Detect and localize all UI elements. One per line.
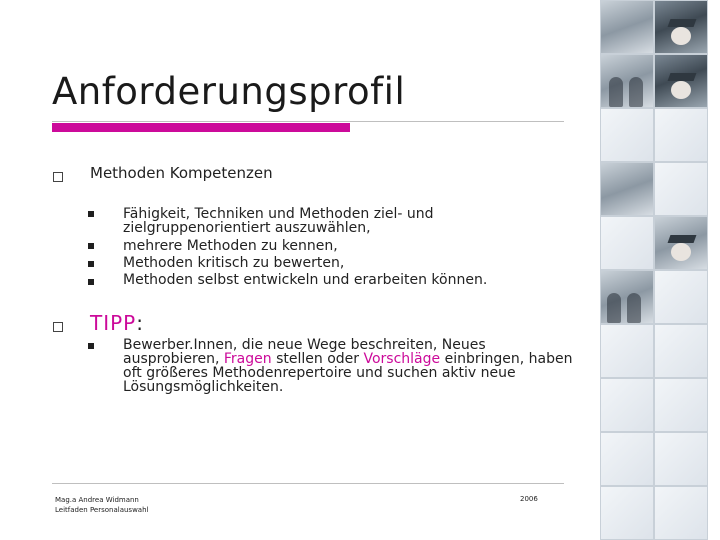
square-bullet-icon xyxy=(88,261,94,267)
highlight-fragen: Fragen xyxy=(223,351,272,367)
photo-tile xyxy=(600,108,654,162)
list-item: Fähigkeit, Techniken und Methoden ziel- und zielgruppenorientiert auszuwählen, xyxy=(123,206,434,236)
photo-tile xyxy=(654,432,708,486)
tipp-label: TIPP xyxy=(90,311,137,335)
footer-author-block xyxy=(55,495,148,515)
square-bullet-icon xyxy=(88,211,94,217)
title-divider xyxy=(52,121,564,122)
hollow-square-bullet-icon xyxy=(53,322,63,332)
footer-year: 2006 xyxy=(520,495,538,503)
footer-divider xyxy=(52,483,564,484)
highlight-vorschlaege: Vorschläge xyxy=(363,351,441,367)
tipp-text xyxy=(123,338,581,394)
tipp-colon: : xyxy=(136,311,143,335)
list-item: mehrere Methoden zu kennen, xyxy=(123,238,338,254)
slide-title: Anforderungsprofil xyxy=(52,70,406,113)
photo-tile xyxy=(654,162,708,216)
photo-tile xyxy=(654,270,708,324)
list-item: Methoden selbst entwickeln und erarbeiten können. xyxy=(123,272,488,288)
graduation-photo-icon xyxy=(654,216,708,270)
graduation-photo-icon xyxy=(654,0,708,54)
photo-tile xyxy=(600,54,654,108)
list-item: Methoden kritisch zu bewerten, xyxy=(123,255,345,271)
title-accent-bar xyxy=(52,123,350,132)
photo-tile xyxy=(654,108,708,162)
photo-tile xyxy=(600,324,654,378)
photo-tile xyxy=(600,162,654,216)
hollow-square-bullet-icon xyxy=(53,172,63,182)
tipp-text-part: stellen oder xyxy=(271,351,364,367)
tipp-text-part: einbringen, haben oft größeres Methodenrepertoire und suchen aktiv neue Lösungsmöglichkeiten. xyxy=(123,351,573,395)
section-heading-methoden: Methoden Kompetenzen xyxy=(90,164,273,182)
footer-subtitle: Leitfaden Personalauswahl xyxy=(55,506,149,514)
photo-tile xyxy=(600,0,654,54)
photo-tile xyxy=(600,378,654,432)
decorative-photo-strip xyxy=(598,0,720,540)
square-bullet-icon xyxy=(88,279,94,285)
photo-tile xyxy=(654,324,708,378)
photo-tile xyxy=(654,378,708,432)
footer-author: Mag.a Andrea Widmann xyxy=(55,496,139,504)
photo-tile xyxy=(600,270,654,324)
square-bullet-icon xyxy=(88,343,94,349)
photo-tile xyxy=(654,486,708,540)
photo-tile xyxy=(600,486,654,540)
photo-tile xyxy=(600,216,654,270)
photo-tile xyxy=(600,432,654,486)
section-heading-tipp xyxy=(90,311,143,335)
graduation-photo-icon xyxy=(654,54,708,108)
tipp-text-part: Bewerber.Innen, die neue Wege beschreiten, Neues ausprobieren, xyxy=(123,337,486,367)
square-bullet-icon xyxy=(88,243,94,249)
